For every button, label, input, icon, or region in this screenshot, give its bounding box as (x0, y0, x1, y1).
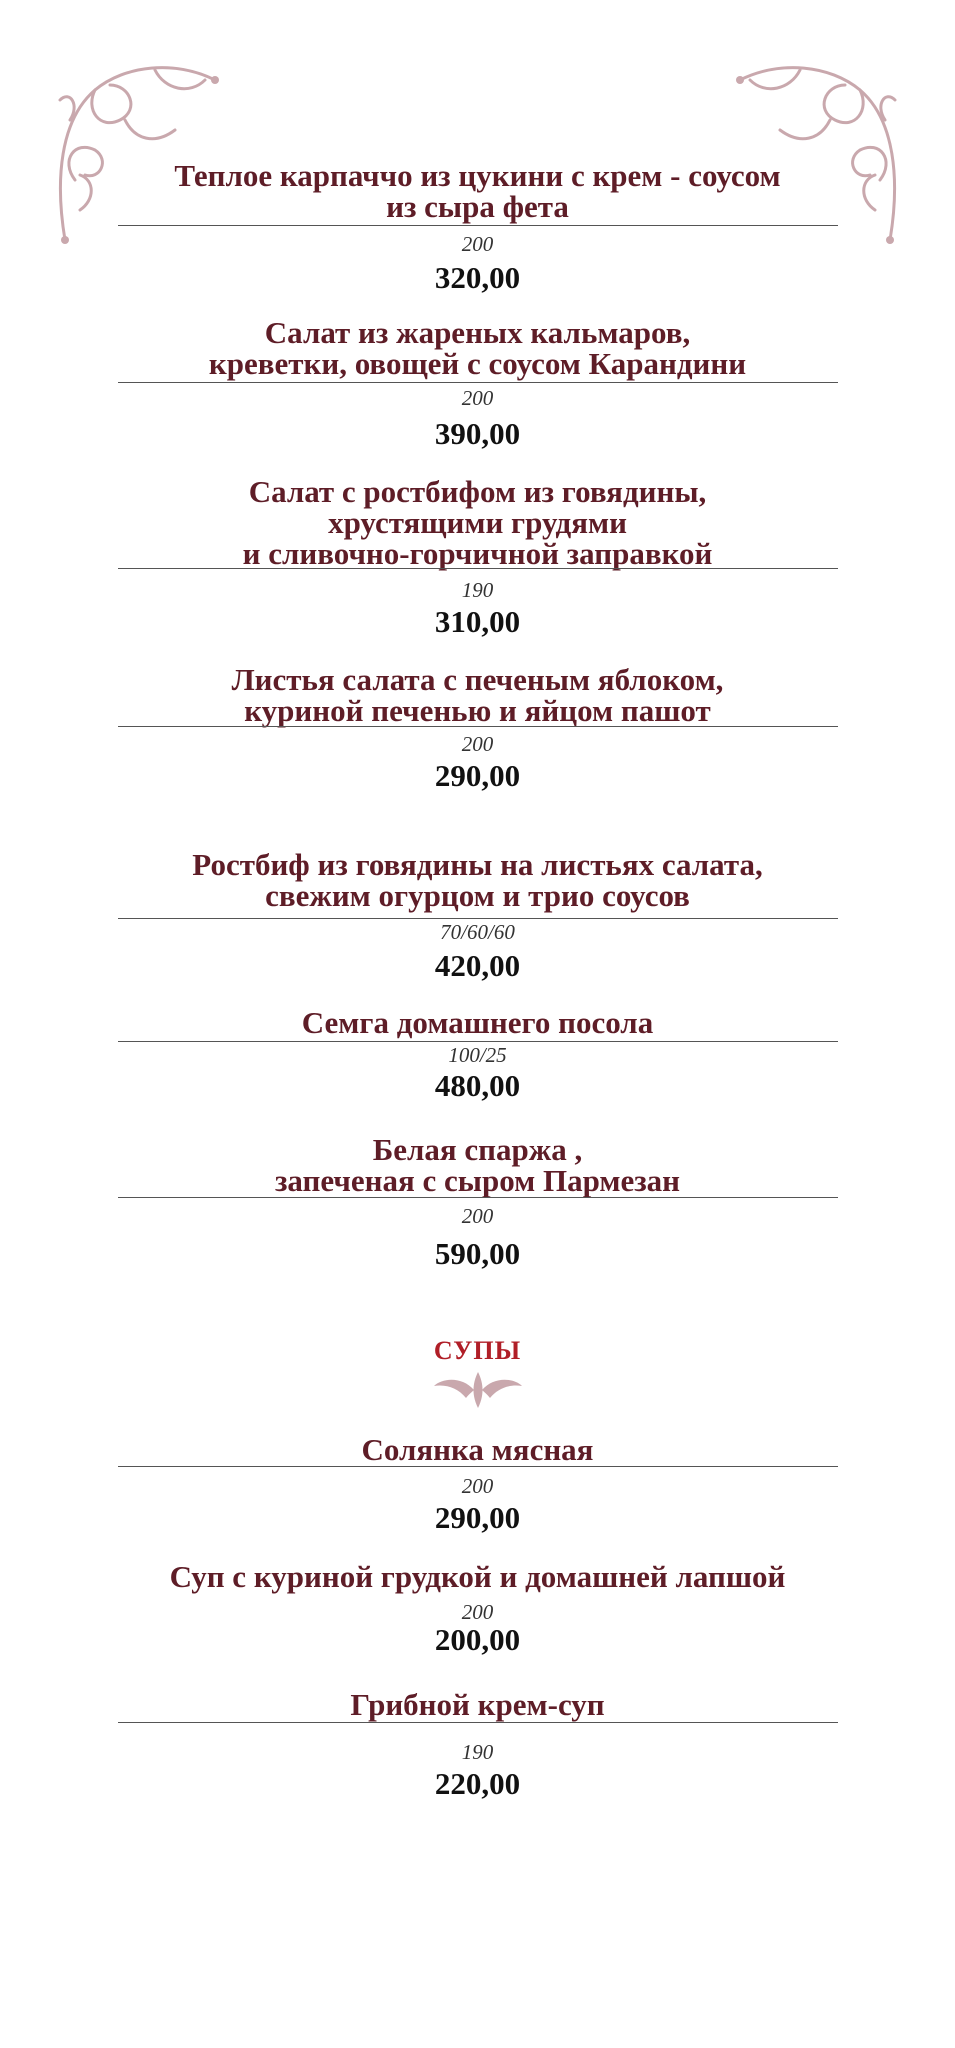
menu-item-weight: 70/60/60 (440, 920, 515, 944)
divider (118, 1197, 838, 1198)
menu-item-title: Салат с ростбифом из говядины, хрустящими грудями и сливочно-горчичной заправкой (242, 474, 713, 571)
menu-item-title: Ростбиф из говядины на листьях салата, свежим огурцом и трио соусов (192, 847, 763, 913)
menu-item-title: Салат из жареных кальмаров, креветки, овощей с соусом Карандини (208, 315, 747, 381)
menu-item-price: 480,00 (434, 1068, 521, 1103)
menu-item-title: Суп с куриной грудкой и домашней лапшой (169, 1559, 786, 1594)
menu-item-title: Белая спаржа , запеченая с сыром Пармезан (274, 1132, 681, 1198)
menu-item (0, 664, 955, 726)
menu-item-weight: 200 (461, 232, 494, 256)
divider (118, 382, 838, 383)
menu-item (0, 1434, 955, 1465)
menu-item-price: 590,00 (434, 1236, 521, 1271)
menu-item-title: Теплое карпаччо из цукини с крем - соусом из сыра фета (174, 158, 781, 224)
menu-item (0, 1561, 955, 1592)
menu-item-price: 420,00 (434, 948, 521, 983)
menu-item-title: Солянка мясная (361, 1432, 594, 1467)
menu-item (0, 317, 955, 379)
menu-item-weight: 200 (461, 1600, 494, 1624)
menu-item (0, 1134, 955, 1196)
menu-item-weight: 200 (461, 386, 494, 410)
menu-item (0, 849, 955, 911)
menu-item (0, 1007, 955, 1038)
menu-item-price: 320,00 (434, 260, 521, 295)
menu-item-weight: 190 (461, 578, 494, 602)
divider (118, 1466, 838, 1467)
flourish-ornament-icon (432, 1370, 524, 1410)
divider (118, 1041, 838, 1042)
divider (118, 726, 838, 727)
divider (118, 225, 838, 226)
menu-item-price: 310,00 (434, 604, 521, 639)
menu-item-weight: 200 (461, 732, 494, 756)
menu-item-price: 200,00 (434, 1622, 521, 1657)
menu-item-price: 290,00 (434, 758, 521, 793)
menu-item-weight: 100/25 (448, 1043, 507, 1067)
menu-item-price: 290,00 (434, 1500, 521, 1535)
menu-item-price: 220,00 (434, 1766, 521, 1801)
menu-item-title: Грибной крем-суп (350, 1687, 605, 1722)
section-title: СУПЫ (433, 1336, 522, 1365)
divider (118, 1722, 838, 1723)
menu-item-title: Листья салата с печеным яблоком, куриной печенью и яйцом пашот (231, 662, 724, 728)
menu-item-price: 390,00 (434, 416, 521, 451)
menu-item (0, 160, 955, 222)
menu-item-weight: 190 (461, 1740, 494, 1764)
divider (118, 918, 838, 919)
divider (118, 568, 838, 569)
menu-item (0, 476, 955, 569)
menu-item (0, 1689, 955, 1720)
menu-item-title: Семга домашнего посола (301, 1005, 654, 1040)
menu-item-weight: 200 (461, 1204, 494, 1228)
menu-item-weight: 200 (461, 1474, 494, 1498)
